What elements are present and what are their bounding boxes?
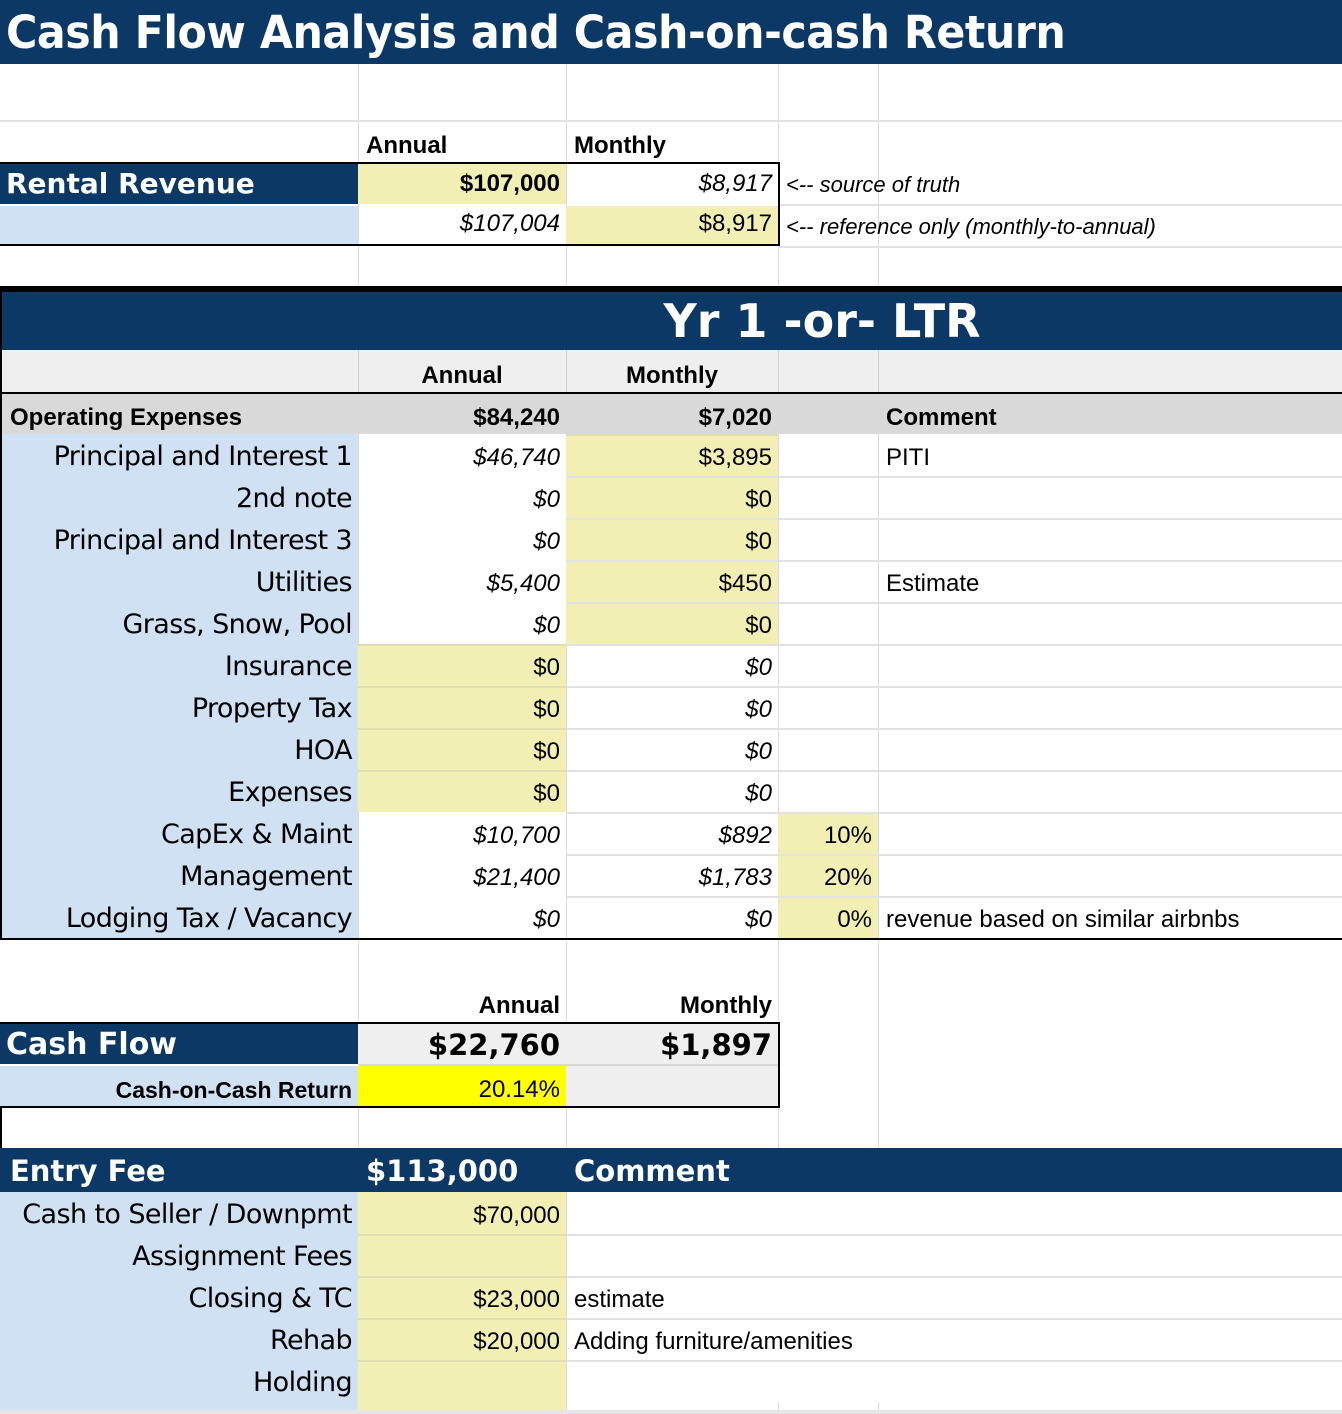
expense-label: CapEx & Maint — [2, 812, 358, 854]
expense-annual[interactable]: $0 — [358, 686, 566, 728]
expense-percent[interactable]: 0% — [778, 896, 878, 938]
entry-fee-total: $113,000 — [360, 1148, 566, 1192]
expenses-comment-header: Comment — [886, 404, 997, 431]
expense-row — [0, 602, 1342, 644]
banner-title: Yr 1 -or- LTR — [663, 294, 981, 348]
expense-comment — [880, 602, 1342, 644]
entry-label: Closing & TC — [0, 1276, 358, 1318]
expense-row — [0, 560, 1342, 602]
revenue-monthly-input[interactable]: $8,917 — [566, 206, 778, 244]
expense-comment — [880, 728, 1342, 770]
expense-percent — [778, 644, 878, 686]
entry-value-input[interactable]: $70,000 — [358, 1192, 566, 1234]
expense-label: Management — [2, 854, 358, 896]
expense-row — [0, 854, 1342, 896]
expense-label: Lodging Tax / Vacancy — [2, 896, 358, 938]
expense-row — [0, 476, 1342, 518]
source-of-truth-note: <-- source of truth — [786, 172, 961, 197]
expense-monthly[interactable]: $0 — [566, 602, 778, 644]
entry-comment — [568, 1360, 1342, 1402]
entry-comment — [568, 1234, 1342, 1276]
expense-row — [0, 728, 1342, 770]
entry-value-partial — [358, 1402, 566, 1410]
expense-comment — [880, 518, 1342, 560]
expense-label: Insurance — [2, 644, 358, 686]
entry-row — [0, 1360, 1342, 1402]
revenue-col-monthly: Monthly — [574, 132, 666, 159]
expense-comment: revenue based on similar airbnbs — [886, 906, 1240, 933]
expense-label: Principal and Interest 3 — [2, 518, 358, 560]
entry-row — [0, 1318, 1342, 1360]
entry-row-partial — [0, 1402, 358, 1410]
expense-row — [0, 896, 1342, 938]
expense-comment — [880, 812, 1342, 854]
expense-row — [0, 770, 1342, 812]
coc-return-value: 20.14% — [358, 1066, 566, 1106]
cash-flow-label: Cash Flow — [0, 1024, 358, 1064]
expense-row — [0, 518, 1342, 560]
expense-label: Expenses — [2, 770, 358, 812]
revenue-col-annual: Annual — [366, 132, 448, 159]
expense-annual: $10,700 — [473, 822, 560, 849]
expense-annual: $46,740 — [473, 444, 560, 471]
entry-label: Assignment Fees — [0, 1234, 358, 1276]
entry-value-input[interactable] — [358, 1360, 566, 1402]
operating-expenses-label: Operating Expenses — [10, 404, 243, 431]
expense-monthly: $0 — [745, 738, 772, 765]
expense-percent — [778, 770, 878, 812]
expense-percent — [778, 518, 878, 560]
entry-label: Rehab — [0, 1318, 358, 1360]
expense-monthly: $0 — [745, 906, 772, 933]
cash-flow-monthly: $1,897 — [566, 1024, 778, 1064]
coc-return-monthly-blank — [566, 1066, 778, 1106]
entry-comment-header: Comment — [568, 1148, 968, 1192]
expense-percent[interactable]: 10% — [778, 812, 878, 854]
expense-monthly: $892 — [718, 822, 772, 849]
entry-row — [0, 1192, 1342, 1234]
expense-annual[interactable]: $0 — [358, 728, 566, 770]
cash-flow-annual: $22,760 — [358, 1024, 566, 1064]
coc-return-label: Cash-on-Cash Return — [0, 1066, 358, 1106]
expense-percent — [778, 560, 878, 602]
expense-percent — [778, 728, 878, 770]
expense-row — [0, 644, 1342, 686]
expense-comment: Estimate — [886, 570, 980, 597]
entry-row — [0, 1234, 1342, 1276]
cashflow-col-monthly: Monthly — [680, 992, 772, 1019]
expense-row — [0, 686, 1342, 728]
expense-monthly[interactable]: $0 — [566, 476, 778, 518]
entry-comment: estimate — [568, 1276, 1342, 1318]
expense-annual[interactable]: $0 — [358, 644, 566, 686]
expense-percent[interactable]: 20% — [778, 854, 878, 896]
expense-comment — [880, 476, 1342, 518]
expense-annual: $0 — [533, 906, 560, 933]
title-bar — [0, 0, 1342, 64]
expense-annual: $0 — [533, 486, 560, 513]
expense-comment — [880, 644, 1342, 686]
entry-value-input[interactable]: $20,000 — [358, 1318, 566, 1360]
entry-comment: Adding furniture/amenities — [568, 1318, 1342, 1360]
expense-comment: PITI — [886, 444, 931, 471]
page-title: Cash Flow Analysis and Cash-on-cash Return — [6, 6, 1066, 59]
entry-row — [0, 1276, 1342, 1318]
expenses-col-monthly: Monthly — [626, 362, 718, 389]
expense-monthly: $1,783 — [698, 864, 772, 891]
expense-monthly[interactable]: $450 — [566, 560, 778, 602]
expense-comment — [880, 854, 1342, 896]
expense-row — [0, 434, 1342, 476]
expense-comment — [880, 686, 1342, 728]
expense-label: Utilities — [2, 560, 358, 602]
expense-label: HOA — [2, 728, 358, 770]
expense-annual: $0 — [533, 612, 560, 639]
rental-revenue-label: Rental Revenue — [0, 164, 358, 204]
expense-monthly: $0 — [745, 780, 772, 807]
operating-expenses-annual-total: $84,240 — [473, 404, 560, 431]
expense-comment — [880, 770, 1342, 812]
expense-label: Principal and Interest 1 — [2, 434, 358, 476]
expense-percent — [778, 602, 878, 644]
entry-comment — [568, 1192, 1342, 1234]
expense-monthly: $0 — [745, 654, 772, 681]
expense-percent — [778, 686, 878, 728]
cashflow-col-annual: Annual — [478, 992, 560, 1019]
expense-percent — [778, 476, 878, 518]
expense-annual[interactable]: $0 — [358, 770, 566, 812]
expense-label: 2nd note — [2, 476, 358, 518]
expenses-col-annual: Annual — [421, 362, 503, 389]
expense-monthly[interactable]: $3,895 — [566, 434, 778, 476]
expense-monthly: $0 — [745, 696, 772, 723]
expense-annual: $21,400 — [473, 864, 560, 891]
section-banner — [2, 292, 1342, 350]
expense-annual: $0 — [533, 528, 560, 555]
entry-value-input[interactable]: $23,000 — [358, 1276, 566, 1318]
operating-expenses-monthly-total: $7,020 — [698, 404, 772, 431]
expense-row — [0, 812, 1342, 854]
expense-label: Grass, Snow, Pool — [2, 602, 358, 644]
revenue-annual-input[interactable]: $107,000 — [358, 164, 566, 204]
entry-fee-label: Entry Fee — [4, 1148, 358, 1192]
entry-value-input[interactable] — [358, 1234, 566, 1276]
entry-label: Cash to Seller / Downpmt — [0, 1192, 358, 1234]
expense-percent — [778, 434, 878, 476]
revenue-annual-calc: $107,004 — [459, 210, 560, 237]
entry-label: Holding — [0, 1360, 358, 1402]
revenue-label-blank — [0, 206, 358, 244]
revenue-monthly-calc: $8,917 — [698, 170, 772, 197]
expense-annual: $5,400 — [486, 570, 560, 597]
expense-label: Property Tax — [2, 686, 358, 728]
expense-monthly[interactable]: $0 — [566, 518, 778, 560]
reference-only-note: <-- reference only (monthly-to-annual) — [786, 214, 1156, 239]
